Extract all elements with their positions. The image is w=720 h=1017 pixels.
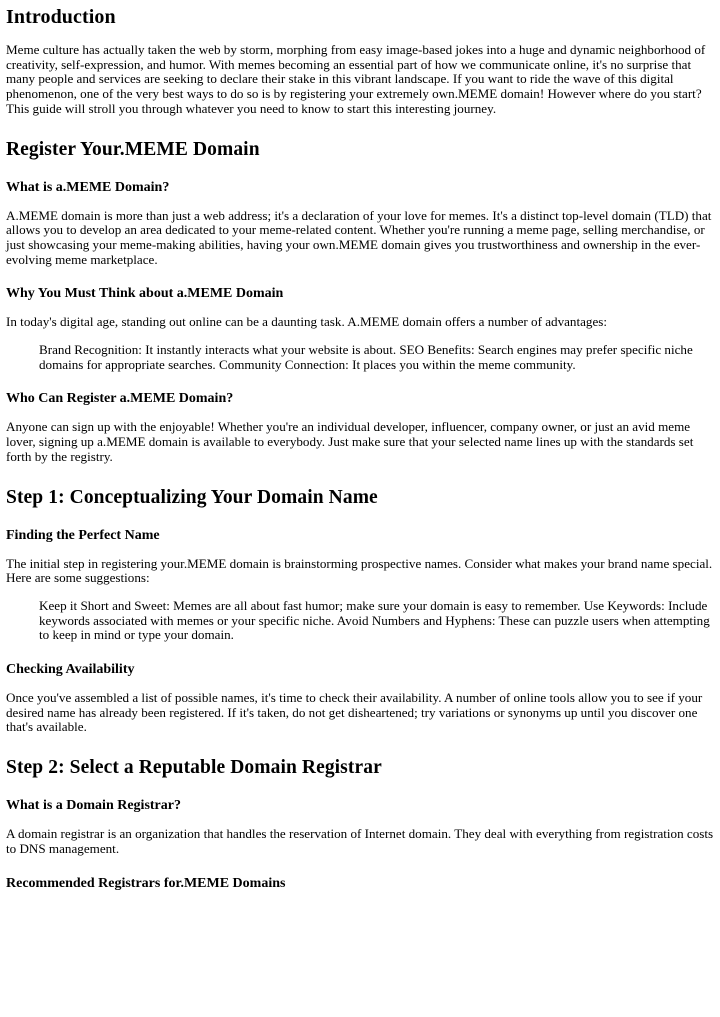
heading-register-your-meme-domain: Register Your.MEME Domain bbox=[6, 138, 260, 160]
heading-introduction: Introduction bbox=[6, 6, 116, 28]
heading-finding-the-perfect-name: Finding the Perfect Name bbox=[6, 527, 160, 543]
heading-who-can-register-a-meme-domain: Who Can Register a.MEME Domain? bbox=[6, 391, 234, 407]
heading-checking-availability: Checking Availability bbox=[6, 662, 135, 678]
heading-recommended-registrars-for-meme-domains: Recommended Registrars for.MEME Domains bbox=[6, 875, 286, 891]
heading-step-1-conceptualizing-your-domain-name: Step 1: Conceptualizing Your Domain Name bbox=[6, 486, 378, 508]
paragraph-finding-the-perfect-name: The initial step in registering your.MEME domain is brainstorming prospective names. Consider what makes your brand name special. Here are some suggestions: bbox=[6, 555, 713, 586]
indented-item: Brand Recognition: It instantly interacts what your website is about. SEO Benefits: Search engines may prefer specific niche domains for appropriate searches. Community Connection: It places you within the meme community. bbox=[39, 342, 693, 372]
indented-list-benefits bbox=[6, 343, 714, 372]
paragraph-what-is-a-domain-registrar: A domain registrar is an organization that handles the reservation of Internet domain. They deal with everything from registration costs to DNS management. bbox=[6, 826, 714, 856]
heading-what-is-a-domain-registrar: What is a Domain Registrar? bbox=[6, 798, 181, 814]
paragraph-why-you-must-think-about-a-meme-domain: In today's digital age, standing out online can be a daunting task. A.MEME domain offers a number of advantages: bbox=[6, 314, 608, 330]
paragraph-what-is-a-meme-domain: A.MEME domain is more than just a web address; it's a declaration of your love for memes. It's a distinct top-level domain (TLD) that allows you to develop an area dedicated to your meme-related content. Whether you're running a meme page, selling merchandise, or just showcasing your meme-making abilities, having your own.MEME domain gives you trustworthiness and ownership in the ever-evolving meme marketplace. bbox=[6, 207, 712, 267]
indented-list-naming-suggestions bbox=[6, 599, 714, 643]
paragraph-checking-availability: Once you've assembled a list of possible names, it's time to check their availability. A number of online tools allow you to see if your desired name has already been registered. If it's taken, do not get disheartened; try variations or synonyms up until you discover one that's available. bbox=[6, 690, 703, 735]
indented-item: Keep it Short and Sweet: Memes are all about fast humor; make sure your domain is easy to remember. Use Keywords: Include keywords associated with memes or your specific niche. Avoid Numbers and Hyphens: These can puzzle users when attempting to keep in mind or type your domain. bbox=[39, 597, 710, 643]
heading-why-you-must-think-about-a-meme-domain: Why You Must Think about a.MEME Domain bbox=[6, 286, 284, 302]
heading-what-is-a-meme-domain: What is a.MEME Domain? bbox=[6, 179, 170, 195]
paragraph-introduction: Meme culture has actually taken the web by storm, morphing from easy image-based jokes into a huge and dynamic neighborhood of creativity, self-expression, and humor. With memes becoming an essential part of how we communicate online, it's no surprise that many people and services are seeking to declare their stake in this vibrant landscape. If you want to ride the wave of this digital phenomenon, one of the very best ways to do so is by registering your extremely own.MEME domain! However where do you start? This guide will stroll you through whatever you need to know to start this interesting journey. bbox=[6, 42, 706, 116]
heading-step-2-select-a-reputable-domain-registrar: Step 2: Select a Reputable Domain Registrar bbox=[6, 757, 382, 779]
paragraph-who-can-register-a-meme-domain: Anyone can sign up with the enjoyable! Whether you're an individual developer, influencer, company owner, or just an avid meme lover, signing up a.MEME domain is available to everybody. Just make sure that your selected name lines up with the standards set forth by the registry. bbox=[6, 419, 694, 464]
